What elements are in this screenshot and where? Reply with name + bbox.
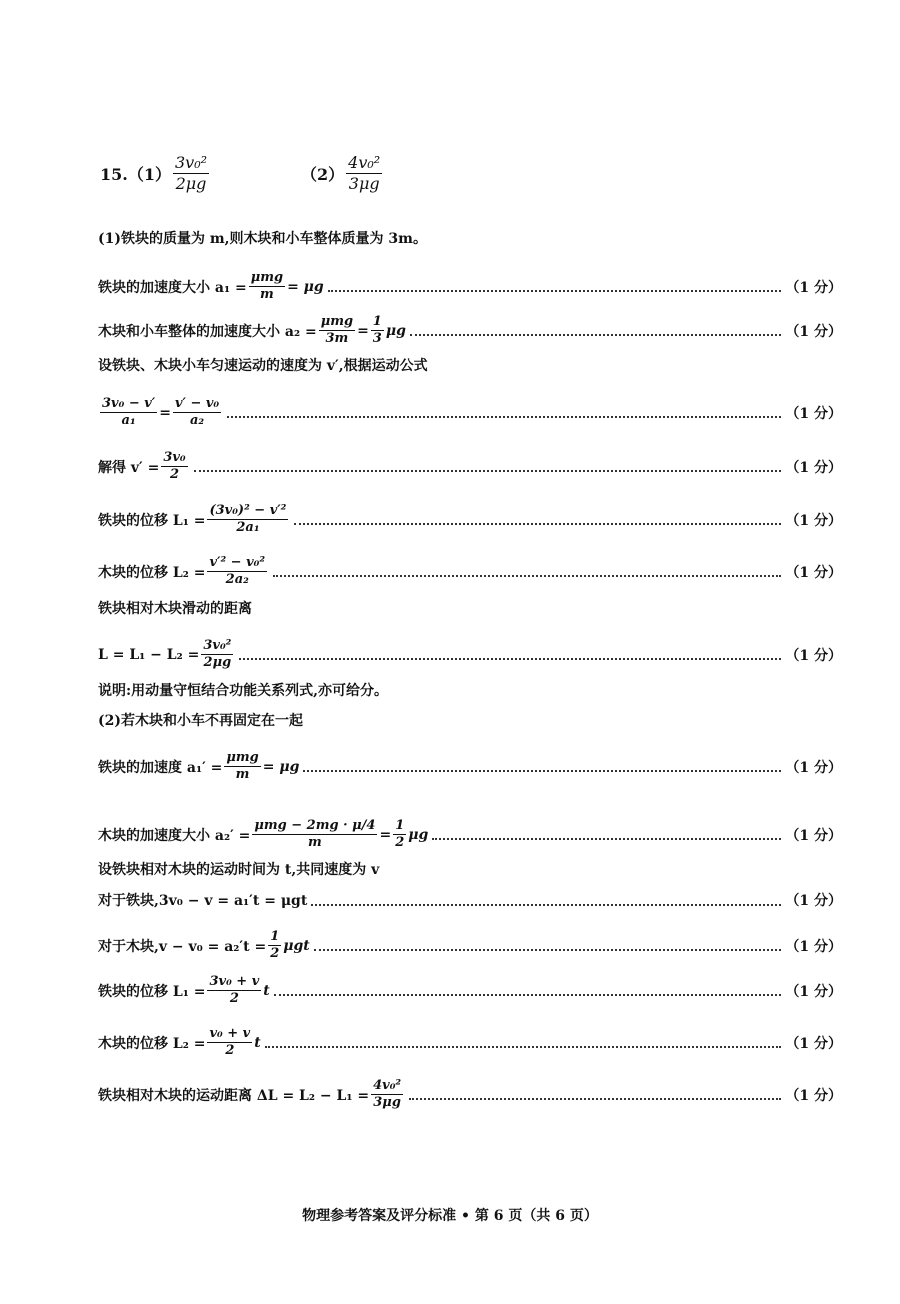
dot-leader [194,469,782,472]
fraction-denominator: 2a₁ [236,520,260,536]
solution-line [98,929,842,963]
solution-line [98,1078,842,1112]
fraction [100,396,157,430]
equation [98,396,223,430]
page-footer: 物理参考答案及评分标准 • 第 6 页（共 6 页） [302,1208,598,1224]
line-suffix: t [263,982,270,999]
equation [98,750,299,784]
fraction-numerator: μmg − 2mg · μ/4 [252,818,377,835]
score-label: （1 分） [785,647,842,664]
fraction-numerator: 3v₀ − v′ [100,396,157,413]
dot-leader [273,574,781,577]
line-suffix: t [254,1034,261,1051]
solution-line [98,1026,842,1060]
solution-line [98,710,842,730]
line-suffix: μgt [283,937,310,954]
fraction [207,974,261,1008]
equation [98,355,428,375]
dot-leader [265,1045,782,1048]
score-label: （1 分） [785,1035,842,1052]
score-label: （1 分） [785,564,842,581]
fraction-numerator: 1 [268,929,281,946]
score-label: （1 分） [785,405,842,422]
solution-line [98,555,842,589]
solution-line [98,503,842,537]
equation [98,1078,405,1112]
fraction-denominator: 2 [225,1043,235,1059]
equation [98,1026,261,1060]
line-text: 设铁块相对木块的运动时间为 t,共同速度为 v [98,862,380,878]
line-text: 解得 v′ = [98,459,160,476]
fraction-numerator: (3v₀)² − v′² [207,503,288,520]
equals-sign: = [159,404,171,421]
score-label: （1 分） [785,938,842,955]
equation [98,974,270,1008]
fraction [319,314,355,348]
line-text: (1)铁块的质量为 m,则木块和小车整体质量为 3m。 [98,231,427,247]
fraction-denominator: m [259,287,274,303]
line-text: 对于木块,v − v₀ = a₂′t = [98,938,267,955]
equation [98,450,190,484]
score-label: （1 分） [785,323,842,340]
part-2-label: （2） [301,165,345,184]
fraction-numerator: v′² − v₀² [207,555,267,572]
equation [98,555,269,589]
solution-line [98,638,842,672]
line-text: 铁块相对木块的运动距离 ΔL = L₂ − L₁ = [98,1087,370,1104]
equation [98,859,379,879]
answer-1-fraction [173,153,209,194]
solution-line [98,890,842,910]
solution-line [98,598,842,618]
fraction [393,818,406,852]
fraction-denominator: 2μg [175,174,207,193]
dot-leader [303,769,781,772]
dot-leader [274,993,782,996]
fraction-denominator: 2 [229,991,239,1007]
dot-leader [410,333,781,336]
fraction-denominator: 2 [270,946,280,962]
equation [98,710,303,730]
fraction [201,638,233,672]
equals-sign: = [379,826,392,843]
fraction-denominator: 2μg [203,655,232,671]
score-label: （1 分） [785,893,842,909]
solution-line [98,818,842,852]
score-label: （1 分） [785,1087,842,1104]
dot-leader [328,289,782,292]
fraction-denominator: m [308,835,322,851]
fraction [268,929,281,963]
equation [98,314,406,348]
fraction [371,314,384,348]
line-text: (2)若木块和小车不再固定在一起 [98,713,303,729]
fraction-numerator: 4v₀² [348,153,381,172]
dot-leader [311,903,781,906]
solution-line [98,314,842,348]
fraction-denominator: 3μg [373,1095,401,1111]
score-label: （1 分） [785,827,842,844]
solution-line [98,680,842,700]
fraction [173,396,221,430]
fraction [207,1026,252,1060]
fraction-denominator: 2a₂ [225,572,249,588]
fraction-numerator: 4v₀² [371,1078,403,1095]
fraction-numerator: 3v₀ + v [207,974,261,991]
score-label: （1 分） [785,983,842,1000]
solution-line [98,396,842,430]
fraction [207,503,288,537]
equation [98,818,428,852]
equation [98,503,290,537]
line-text: 铁块的位移 L₁ = [98,512,206,529]
line-text: 铁块的位移 L₁ = [98,983,206,1000]
line-text: 木块的加速度大小 a₂′ = [98,827,251,844]
fraction-denominator: 3 [372,331,382,347]
solution-line [98,750,842,784]
dot-leader [239,657,781,660]
line-suffix: μg [408,826,429,843]
fraction-denominator: 2 [169,467,179,483]
line-text: 铁块的加速度 a₁′ = [98,759,223,776]
fraction-denominator: m [235,767,250,783]
dot-leader [314,948,782,951]
dot-leader [432,837,781,840]
line-text: 铁块的加速度大小 a₁ = [98,279,247,296]
fraction-numerator: μmg [249,270,285,287]
dot-leader [227,415,781,418]
fraction-denominator: 2 [395,835,405,851]
dot-leader [409,1097,781,1100]
line-suffix: = μg [262,758,300,775]
fraction [252,818,377,852]
solution-line [98,355,842,375]
fraction-denominator: 3m [325,331,349,347]
solution-line [98,450,842,484]
line-suffix: μg [385,322,406,339]
equation [98,929,310,963]
fraction-denominator: a₁ [121,413,136,429]
line-text: 对于铁块,3v₀ − v = a₁′t = μgt [98,893,308,909]
solution-line [98,974,842,1008]
solution-line [98,228,842,248]
dot-leader [294,522,781,525]
question-15-answers [100,153,384,194]
equation [98,890,307,910]
fraction [161,450,187,484]
line-text: 设铁块、木块小车匀速运动的速度为 v′,根据运动公式 [98,358,428,374]
fraction-numerator: 1 [371,314,384,331]
line-suffix: = μg [287,278,324,295]
fraction-numerator: 3v₀² [201,638,233,655]
equation [98,680,388,700]
line-text: 木块的位移 L₂ = [98,564,206,581]
answer-2-fraction [346,153,382,194]
score-label: （1 分） [785,459,842,476]
score-label: （1 分） [785,512,842,529]
fraction-denominator: 3μg [348,174,380,193]
fraction-numerator: v₀ + v [207,1026,252,1043]
score-label: （1 分） [785,279,842,296]
equation [98,638,235,672]
line-text: 铁块相对木块滑动的距离 [98,601,252,617]
line-text: 木块的位移 L₂ = [98,1035,206,1052]
line-text: 说明:用动量守恒结合功能关系列式,亦可给分。 [98,683,389,699]
line-text: 木块和小车整体的加速度大小 a₂ = [98,323,317,340]
fraction-numerator: 1 [393,818,406,835]
score-label: （1 分） [785,759,842,776]
equation [98,598,252,618]
fraction-denominator: a₂ [189,413,205,429]
fraction [371,1078,403,1112]
equation [98,228,427,248]
fraction-numerator: μmg [319,314,355,331]
fraction-numerator: v′ − v₀ [173,396,221,413]
solution-line [98,859,842,879]
question-number: 15.（1） [100,165,171,184]
equals-sign: = [357,322,369,339]
fraction-numerator: μmg [224,750,260,767]
fraction-numerator: 3v₀ [161,450,187,467]
fraction [224,750,260,784]
equation [98,270,324,304]
fraction [249,270,285,304]
solution-line [98,270,842,304]
line-text: L = L₁ − L₂ = [98,646,200,663]
fraction [207,555,267,589]
fraction-numerator: 3v₀² [174,153,208,172]
